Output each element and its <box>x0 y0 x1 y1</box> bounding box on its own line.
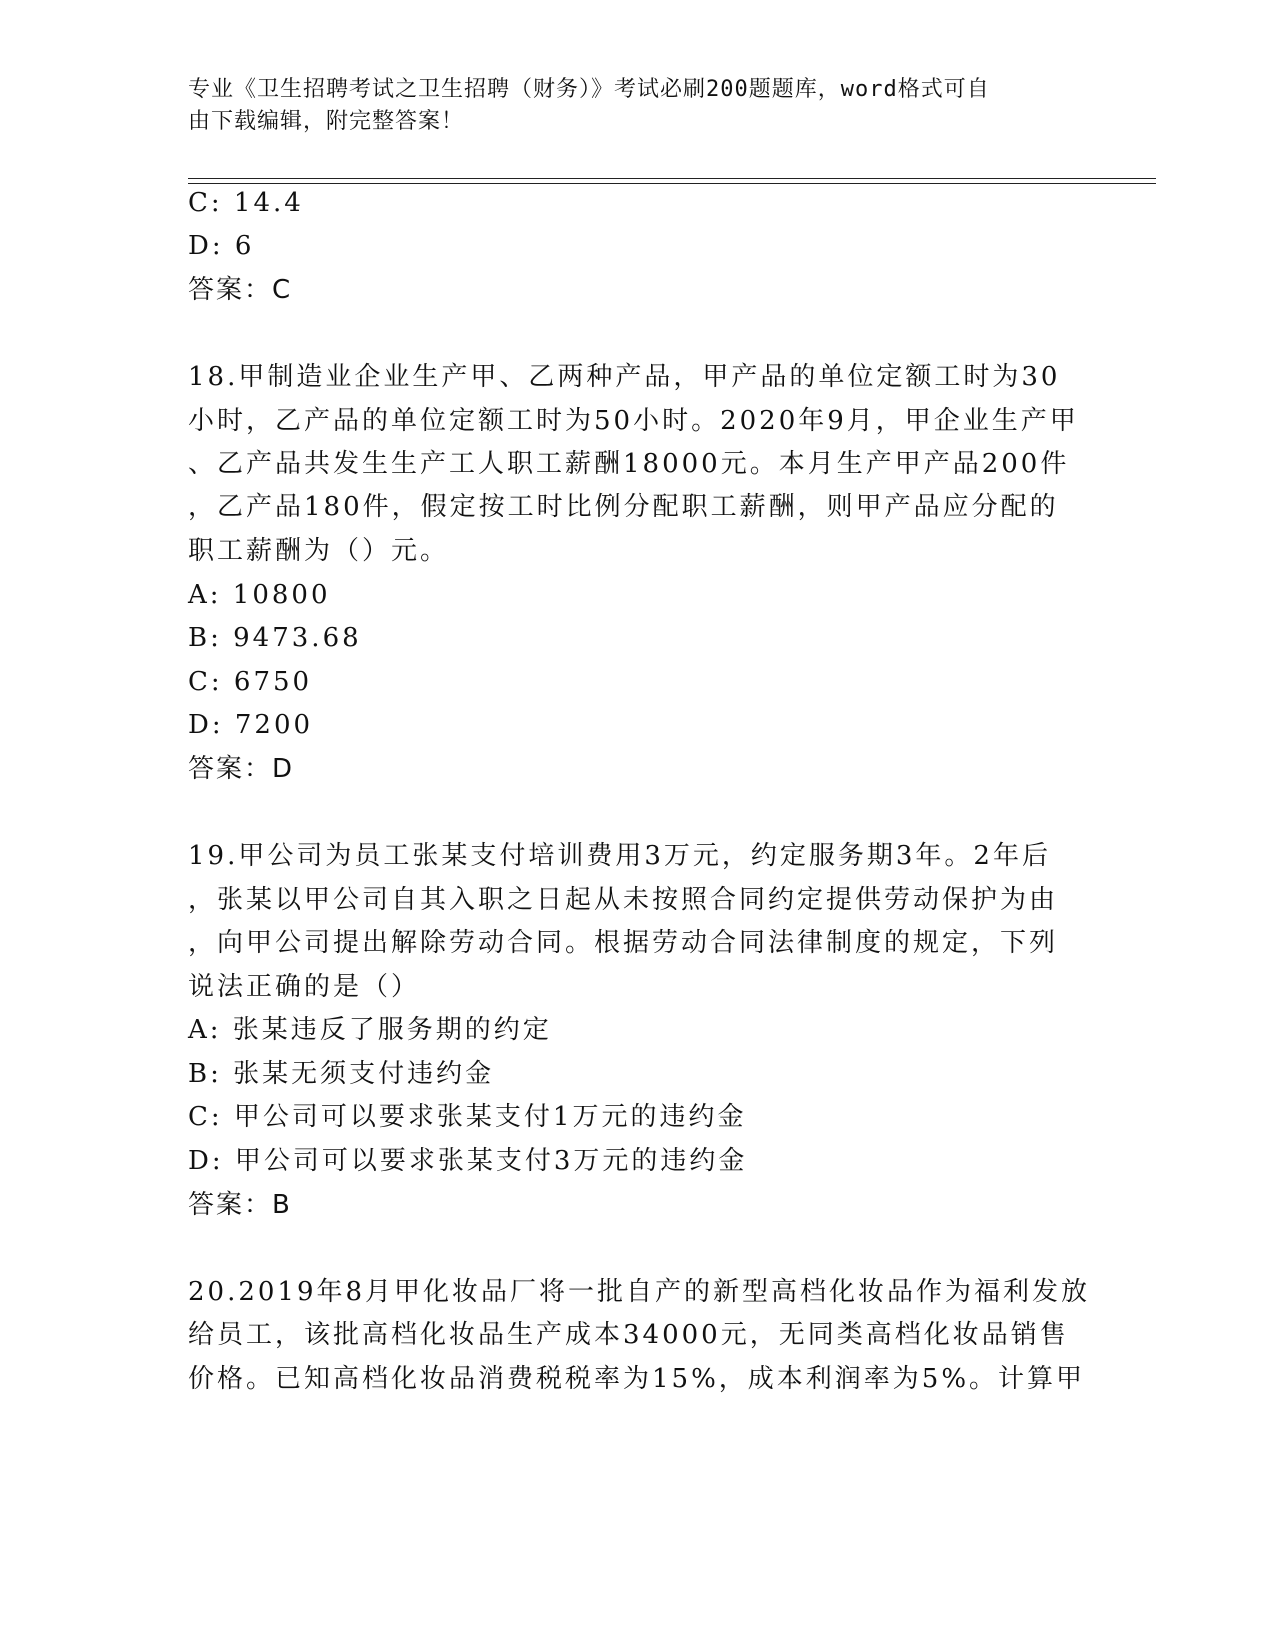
q20-stem-line: 给员工，该批高档化妆品生产成本34000元，无同类高档化妆品销售 <box>188 1320 1069 1350</box>
q19-option-b: B: 张某无须支付违约金 <box>188 1059 495 1089</box>
q19-stem-line: ，向甲公司提出解除劳动合同。根据劳动合同法律制度的规定，下列 <box>188 928 1059 958</box>
q19-answer: 答案：B <box>188 1190 292 1220</box>
q17-option-c: C: 14.4 <box>188 188 304 218</box>
header-line-2: 由下载编辑，附完整答案！ <box>188 109 465 134</box>
q19-option-d: D: 甲公司可以要求张某支付3万元的违约金 <box>188 1146 748 1176</box>
q18-stem-line: ，乙产品180件，假定按工时比例分配职工薪酬，则甲产品应分配的 <box>188 492 1059 522</box>
document-header <box>188 74 1068 138</box>
header-rule-top <box>188 178 1156 179</box>
q18-stem-line: 职工薪酬为（）元。 <box>188 536 450 566</box>
q18-option-c: C: 6750 <box>188 667 313 697</box>
q17-answer: 答案：C <box>188 275 293 305</box>
q19-stem-line: 说法正确的是（） <box>188 972 421 1002</box>
q19-option-a: A: 张某违反了服务期的约定 <box>188 1015 552 1045</box>
q18-option-a: A: 10800 <box>188 580 331 610</box>
q18-option-d: D: 7200 <box>188 710 314 740</box>
header-rule-bottom <box>188 183 1156 184</box>
q18-answer: 答案：D <box>188 754 295 784</box>
q20-stem-line: 价格。已知高档化妆品消费税税率为15%，成本利润率为5%。计算甲 <box>188 1364 1086 1394</box>
q20-stem-line: 20.2019年8月甲化妆品厂将一批自产的新型高档化妆品作为福利发放 <box>188 1277 1091 1307</box>
q18-stem-line: 、乙产品共发生生产工人职工薪酬18000元。本月生产甲产品200件 <box>188 449 1070 479</box>
q19-option-c: C: 甲公司可以要求张某支付1万元的违约金 <box>188 1102 747 1132</box>
q19-stem-line: 19.甲公司为员工张某支付培训费用3万元，约定服务期3年。2年后 <box>188 841 1051 871</box>
q17-option-d: D: 6 <box>188 231 255 261</box>
header-line-1: 专业《卫生招聘考试之卫生招聘（财务）》考试必刷200题题库，word格式可自 <box>188 77 990 102</box>
q19-stem-line: ，张某以甲公司自其入职之日起从未按照合同约定提供劳动保护为由 <box>188 885 1059 915</box>
q18-option-b: B: 9473.68 <box>188 623 362 653</box>
q18-stem-line: 小时，乙产品的单位定额工时为50小时。2020年9月，甲企业生产甲 <box>188 406 1079 436</box>
q18-stem-line: 18.甲制造业企业生产甲、乙两种产品，甲产品的单位定额工时为30 <box>188 362 1061 392</box>
